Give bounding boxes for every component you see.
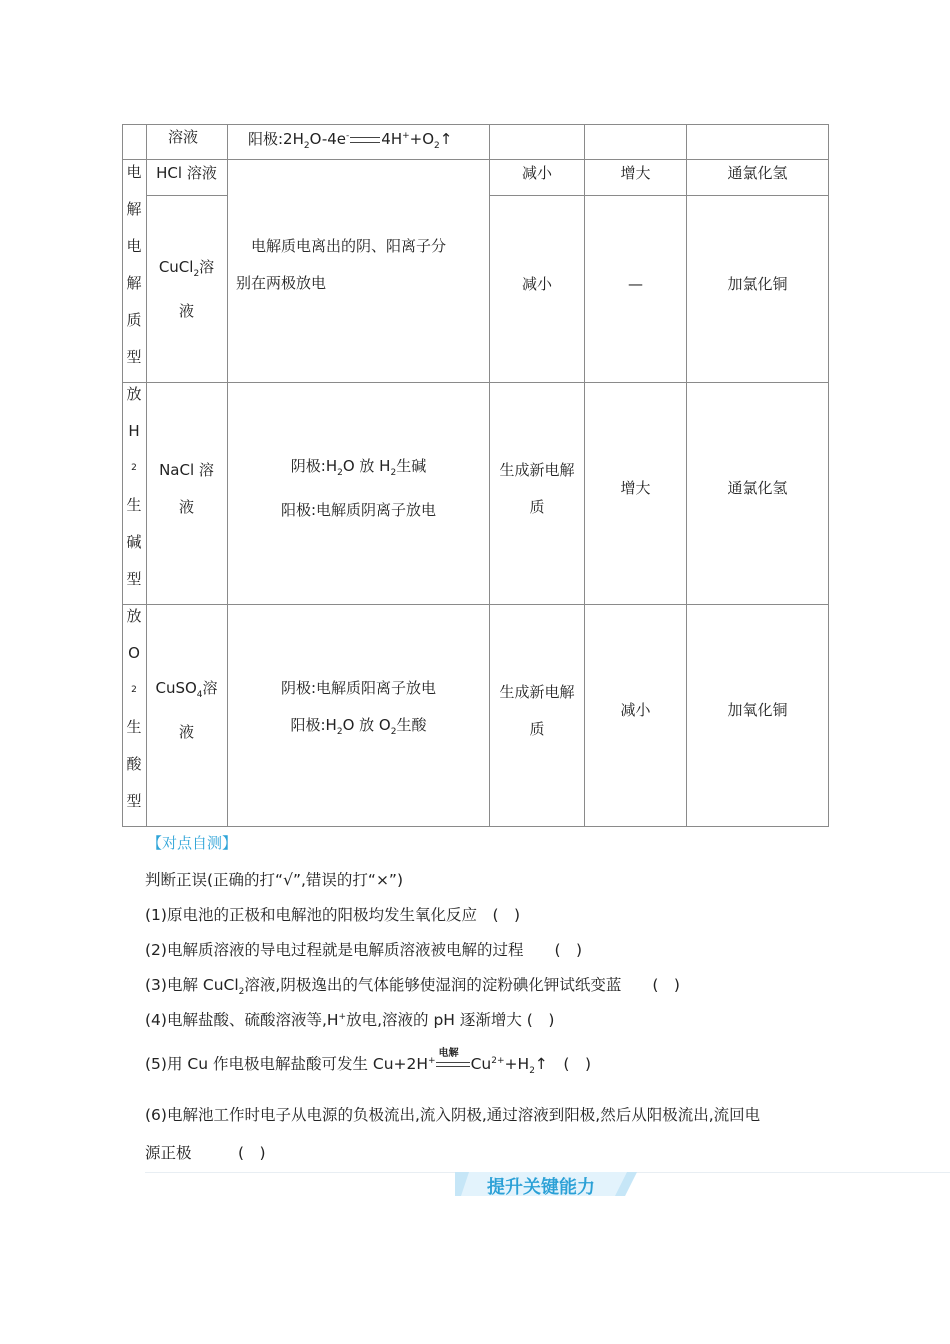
cuso4-ph-cell: 减小 (620, 701, 651, 719)
cuso4-restore-cell: 加氧化铜 (727, 701, 788, 719)
nacl-ph-cell: 增大 (620, 479, 651, 497)
cucl2-concentration-cell: 减小 (521, 274, 552, 293)
question-6-line2: 源正极 ( ) (145, 1144, 266, 1162)
row0-solution-cell (147, 124, 219, 150)
nacl-restore-cell: 通氯化氢 (727, 479, 788, 497)
cucl2-solution-cell: CuCl$_2$溶 液 (158, 257, 215, 320)
section-tag-self-test: 【对点自测】 (147, 834, 238, 852)
row0-solution: 溶液 (167, 127, 198, 146)
question-2: (2)电解质溶液的导电过程就是电解质溶液被电解的过程 ( ) (145, 941, 583, 959)
cuso4-electrode-cell: 阴极:电解质阳离子放电 阳极$:H_2O$ 放 $O_2$生酸 (280, 679, 437, 737)
cuso4-solution-cell: CuSO$_4$溶 液 (155, 679, 218, 741)
table-border-bottom (122, 826, 829, 827)
banner-title: 提升关键能力 (487, 1177, 595, 1198)
question-6-line1: (6)电解池工作时电子从电源的负极流出,流入阴极,通过溶液到阳极,然后从阳极流出,流回电 (145, 1106, 761, 1124)
type-label-o2-acid: 放 O 2 生 酸 型 (126, 607, 142, 810)
cucl2-ph-cell: — (628, 274, 643, 293)
electrolysis-condition: 电解 (436, 1060, 470, 1070)
type-label-h2-base: 放 H 2 生 碱 型 (126, 385, 142, 588)
hcl-concentration-cell: 减小 (521, 163, 552, 182)
nacl-electrode-cell: 阴极$:H_2O$ 放 $H_2$生碱 阳极:电解质阴离子放电 (280, 457, 437, 519)
question-3: (3)电解 CuCl$_2$溶液,阴极逸出的气体能够使湿润的淀粉碘化钾试纸变蓝 ( ) (145, 976, 680, 998)
gas-arrow: ↑ (439, 130, 453, 148)
banner-ribbon (455, 1172, 637, 1196)
table-border-top (122, 124, 829, 125)
question-5: (5)用 Cu 作电极电解盐酸可发生 Cu+2H+ 电解 $Cu^{2+}+H_2↑$ ( ) (145, 1047, 592, 1077)
table-border-right (828, 124, 829, 827)
nacl-concentration-cell: 生成新电解 质 (499, 460, 575, 516)
question-1: (1)原电池的正极和电解池的阳极均发生氧化反应 ( ) (145, 906, 521, 924)
electrolyte-electrode-cell: 电解质电离出的阴、阳离子分 别在两极放电 (236, 237, 447, 292)
question-4: (4)电解盐酸、硫酸溶液等,H+放电,溶液的 pH 逐渐增大 ( ) (145, 1011, 555, 1029)
cuso4-concentration-cell: 生成新电解 质 (499, 682, 575, 738)
nacl-solution-cell: NaCl 溶 液 (159, 460, 214, 516)
hcl-solution-cell: HCl 溶液 (156, 163, 217, 182)
equals-sign (350, 137, 380, 143)
hcl-restore-cell: 通氯化氢 (727, 163, 788, 182)
row0-electrode-reaction: 阳极$:2H_2O-4e^-$ $4H^++O_2↑$ (248, 130, 453, 151)
instruction-text: 判断正误(正确的打“√”,错误的打“×”) (145, 871, 404, 889)
hcl-ph-cell: 增大 (620, 163, 651, 182)
type-label-electrolyte: 电 解 电 解 质 型 (126, 163, 142, 366)
cucl2-restore-cell: 加氯化铜 (727, 274, 788, 293)
